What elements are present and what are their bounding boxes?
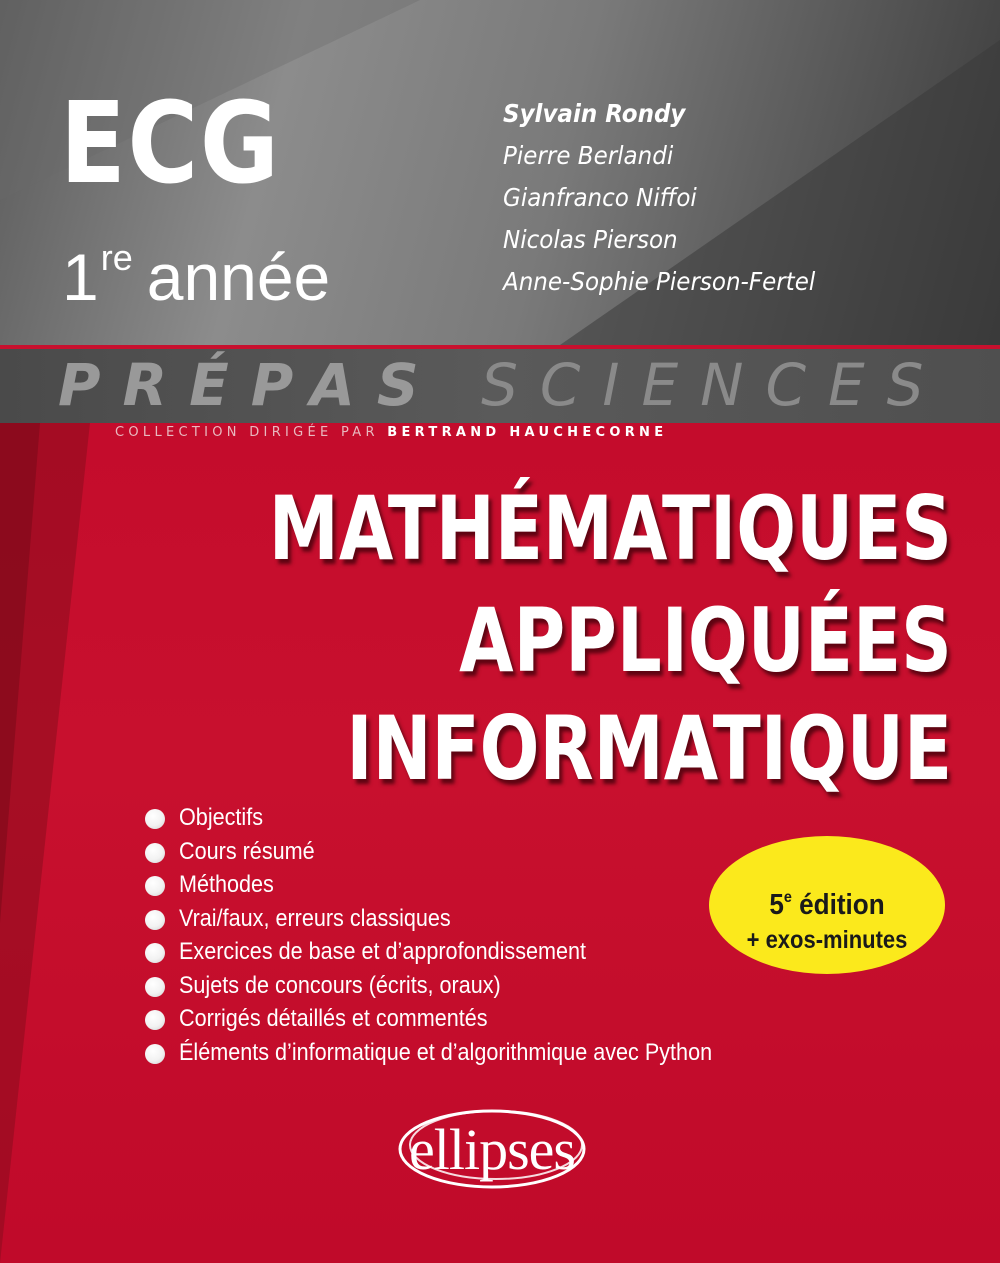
edition-badge [709,836,945,974]
collection-director: BERTRAND HAUCHECORNE [387,425,668,440]
series-part-sciences: SCIENCES [481,351,946,419]
publisher-name: ellipses [409,1117,575,1182]
bullet-icon [145,977,165,997]
bullet-icon [145,943,165,963]
year-word: année [146,240,331,314]
edition-superscript: e [783,889,792,906]
author-name: Pierre Berlandi [503,141,674,170]
book-title-text: MATHÉMATIQUES [268,477,952,580]
edition-label [721,882,933,921]
bullet-icon [145,809,165,829]
author-list [503,98,842,308]
publisher-logo [392,1097,612,1197]
book-title-line [52,477,952,580]
series-name [58,351,946,419]
author-name: Anne-Sophie Pierson-Fertel [503,267,816,296]
author-name: Gianfranco Niffoi [503,183,697,212]
level-title: ECG [60,79,281,209]
edition-number: 5 [769,889,784,921]
bullet-icon [145,1010,165,1030]
bullet-icon [145,876,165,896]
feature-label: Cours résumé [179,837,315,865]
feature-label: Corrigés détaillés et commentés [179,1005,488,1032]
book-title-text: APPLIQUÉES [459,589,952,692]
book-title-text: INFORMATIQUE [346,697,952,800]
year-label [62,237,331,314]
feature-label: Vrai/faux, erreurs classiques [179,904,451,932]
edition-word: édition [799,889,885,921]
feature-label: Sujets de concours (écrits, oraux) [179,971,501,999]
feature-label: Éléments d’informatique et d’algorithmique avec Python [179,1038,713,1066]
bullet-icon [145,1044,165,1064]
author-name: Nicolas Pierson [503,225,678,254]
bullet-icon [145,843,165,863]
feature-label: Méthodes [179,871,274,898]
book-title-line [52,589,952,692]
book-title-line [52,697,952,800]
author-name: Sylvain Rondy [503,99,686,128]
edition-extra: + exos-minutes [746,926,908,954]
year-superscript: re [100,237,133,278]
collection-line [115,425,667,441]
feature-label: Exercices de base et d’approfondissement [179,938,587,965]
year-number: 1 [62,240,99,314]
series-part-prepas: PRÉPAS [58,351,441,419]
bullet-icon [145,910,165,930]
feature-label: Objectifs [179,804,264,831]
collection-prefix: COLLECTION DIRIGÉE PAR [115,425,379,440]
